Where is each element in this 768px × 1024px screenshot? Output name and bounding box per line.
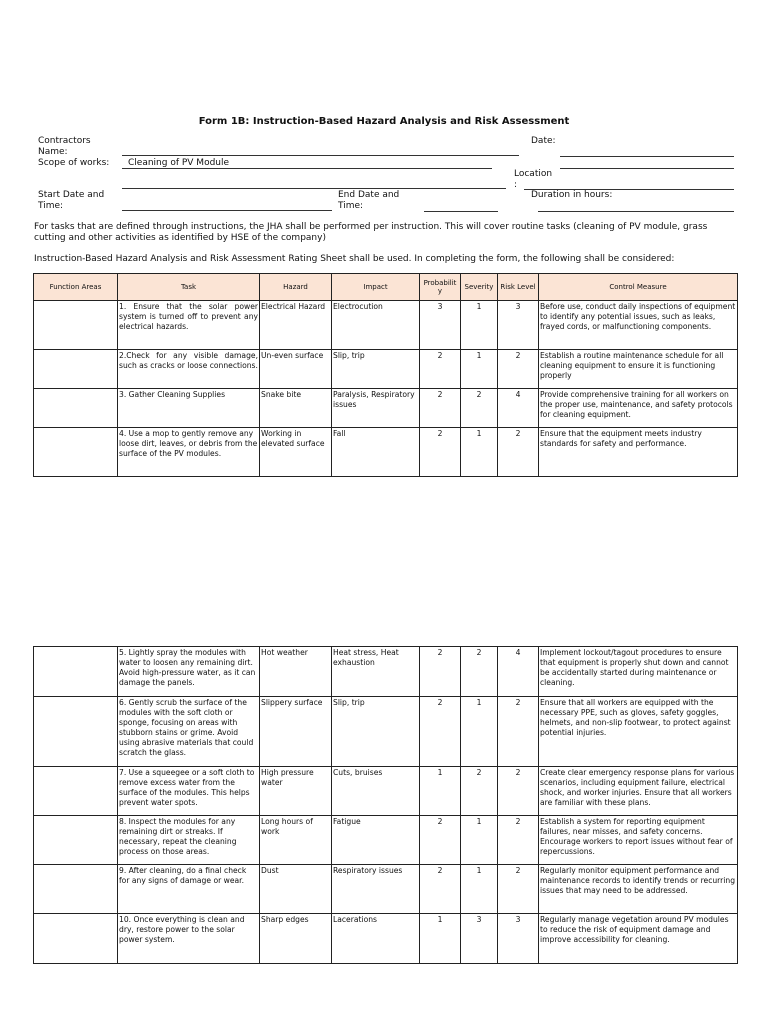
location-field[interactable] <box>560 168 734 169</box>
table-row <box>34 865 738 914</box>
probability-cell: 2 <box>420 647 461 697</box>
hazard-cell: Hot weather <box>260 647 332 697</box>
hazard-cell: Electrical Hazard <box>260 301 332 350</box>
header-function-areas: Function Areas <box>34 274 118 301</box>
impact-cell: Slip, trip <box>332 350 420 389</box>
severity-cell: 1 <box>461 816 498 865</box>
severity-cell: 1 <box>461 697 498 767</box>
form-title: Form 1B: Instruction-Based Hazard Analysis and Risk Assessment <box>198 116 570 127</box>
risk-table-part-2 <box>33 646 738 964</box>
control-measure-cell: Ensure that the equipment meets industry standards for safety and performance. <box>539 428 738 477</box>
table-row <box>34 389 738 428</box>
severity-cell: 1 <box>461 865 498 914</box>
risk-level-cell: 3 <box>498 301 539 350</box>
impact-cell: Heat stress, Heat exhaustion <box>332 647 420 697</box>
hazard-cell: Dust <box>260 865 332 914</box>
table-row <box>34 647 738 697</box>
control-measure-cell: Create clear emergency response plans for various scenarios, including equipment failure, electrical shock, and worker injuries. Ensure that all workers are familiar with these plans. <box>539 767 738 816</box>
task-cell: 8. Inspect the modules for any remaining dirt or streaks. If necessary, repeat the cleaning process on those areas. <box>118 816 260 865</box>
probability-cell: 3 <box>420 301 461 350</box>
function-area-cell <box>34 301 118 350</box>
rating-sheet-paragraph: Instruction-Based Hazard Analysis and Risk Assessment Rating Sheet shall be used. In completing the form, the following shall be considered: <box>34 254 675 264</box>
severity-cell: 2 <box>461 767 498 816</box>
severity-cell: 2 <box>461 389 498 428</box>
impact-cell: Electrocution <box>332 301 420 350</box>
risk-level-cell: 4 <box>498 389 539 428</box>
control-measure-cell: Ensure that all workers are equipped with the necessary PPE, such as gloves, safety goggles, helmets, and non-slip footwear, to protect against potential injuries. <box>539 697 738 767</box>
hazard-cell: Working in elevated surface <box>260 428 332 477</box>
function-area-cell <box>34 697 118 767</box>
probability-cell: 2 <box>420 816 461 865</box>
risk-level-cell: 2 <box>498 350 539 389</box>
task-cell: 2.Check for any visible damage, such as cracks or loose connections. <box>118 350 260 389</box>
probability-cell: 2 <box>420 428 461 477</box>
header-impact: Impact <box>332 274 420 301</box>
control-measure-cell: Before use, conduct daily inspections of equipment to identify any potential issues, such as leaks, frayed cords, or malfunctioning components. <box>539 301 738 350</box>
header-hazard: Hazard <box>260 274 332 301</box>
contractors-name-label: Contractors Name: <box>38 136 91 157</box>
hazard-cell: Un-even surface <box>260 350 332 389</box>
task-cell: 6. Gently scrub the surface of the modules with the soft cloth or sponge, focusing on areas with stubborn stains or grime. Avoid using abrasive materials that could scratch the glass. <box>118 697 260 767</box>
header-severity: Severity <box>461 274 498 301</box>
impact-cell: Slip, trip <box>332 697 420 767</box>
severity-cell: 1 <box>461 428 498 477</box>
severity-cell: 2 <box>461 647 498 697</box>
risk-level-cell: 4 <box>498 647 539 697</box>
function-area-cell <box>34 865 118 914</box>
risk-table-part-1 <box>33 273 738 477</box>
function-area-cell <box>34 816 118 865</box>
probability-cell: 2 <box>420 697 461 767</box>
hazard-cell: Sharp edges <box>260 914 332 964</box>
header-control-measure: Control Measure <box>539 274 738 301</box>
scope-field-line-2 <box>122 188 506 189</box>
impact-cell: Cuts, bruises <box>332 767 420 816</box>
severity-cell: 1 <box>461 350 498 389</box>
start-date-field[interactable] <box>122 210 332 211</box>
end-date-field[interactable] <box>424 211 498 212</box>
risk-level-cell: 3 <box>498 914 539 964</box>
function-area-cell <box>34 350 118 389</box>
probability-cell: 2 <box>420 865 461 914</box>
impact-cell: Lacerations <box>332 914 420 964</box>
end-date-label: End Date and Time: <box>338 190 400 211</box>
control-measure-cell: Implement lockout/tagout procedures to ensure that equipment is properly shut down and cannot be accidentally started during maintenance or cleaning. <box>539 647 738 697</box>
scope-label: Scope of works: <box>38 158 110 168</box>
probability-cell: 2 <box>420 350 461 389</box>
header-probability: Probabilit y <box>420 274 461 301</box>
function-area-cell <box>34 647 118 697</box>
hazard-cell: High pressure water <box>260 767 332 816</box>
table-row <box>34 914 738 964</box>
scope-value[interactable]: Cleaning of PV Module <box>128 158 230 168</box>
probability-cell: 1 <box>420 914 461 964</box>
probability-cell: 1 <box>420 767 461 816</box>
task-cell: 5. Lightly spray the modules with water to loosen any remaining dirt. Avoid high-pressure water, as it can damage the panels. <box>118 647 260 697</box>
table-row <box>34 350 738 389</box>
impact-cell: Fall <box>332 428 420 477</box>
control-measure-cell: Regularly monitor equipment performance and maintenance records to identify trends or recurring issues that may need to be addressed. <box>539 865 738 914</box>
control-measure-cell: Establish a system for reporting equipment failures, near misses, and safety concerns. Encourage workers to report issues without fear of repercussions. <box>539 816 738 865</box>
table-header-row <box>34 274 738 301</box>
location-label: Location : <box>514 169 553 190</box>
start-date-label: Start Date and Time: <box>38 190 105 211</box>
impact-cell: Paralysis, Respiratory issues <box>332 389 420 428</box>
contractors-name-field[interactable] <box>122 155 519 156</box>
table-row <box>34 428 738 477</box>
table-row <box>34 816 738 865</box>
probability-cell: 2 <box>420 389 461 428</box>
date-label: Date: <box>531 136 556 146</box>
control-measure-cell: Provide comprehensive training for all workers on the proper use, maintenance, and safety protocols for cleaning equipment. <box>539 389 738 428</box>
task-cell: 7. Use a squeegee or a soft cloth to remove excess water from the surface of the modules. This helps prevent water spots. <box>118 767 260 816</box>
risk-level-cell: 2 <box>498 865 539 914</box>
risk-level-cell: 2 <box>498 816 539 865</box>
function-area-cell <box>34 767 118 816</box>
impact-cell: Respiratory issues <box>332 865 420 914</box>
impact-cell: Fatigue <box>332 816 420 865</box>
function-area-cell <box>34 428 118 477</box>
duration-field[interactable] <box>538 211 734 212</box>
risk-level-cell: 2 <box>498 767 539 816</box>
hazard-cell: Snake bite <box>260 389 332 428</box>
task-cell: 1. Ensure that the solar power system is turned off to prevent any electrical hazards. <box>118 301 260 350</box>
task-cell: 10. Once everything is clean and dry, restore power to the solar power system. <box>118 914 260 964</box>
function-area-cell <box>34 914 118 964</box>
severity-cell: 1 <box>461 301 498 350</box>
table-row <box>34 767 738 816</box>
header-task: Task <box>118 274 260 301</box>
control-measure-cell: Establish a routine maintenance schedule for all cleaning equipment to ensure it is functioning properly <box>539 350 738 389</box>
instruction-paragraph: For tasks that are defined through instructions, the JHA shall be performed per instruction. This will cover routine tasks (cleaning of PV module, grass cutting and other activities as identified by HSE of the company) <box>34 222 708 243</box>
severity-cell: 3 <box>461 914 498 964</box>
task-cell: 4. Use a mop to gently remove any loose dirt, leaves, or debris from the surface of the PV modules. <box>118 428 260 477</box>
duration-label: Duration in hours: <box>531 190 613 200</box>
task-cell: 9. After cleaning, do a final check for any signs of damage or wear. <box>118 865 260 914</box>
hazard-cell: Long hours of work <box>260 816 332 865</box>
date-field[interactable] <box>560 156 734 157</box>
task-cell: 3. Gather Cleaning Supplies <box>118 389 260 428</box>
control-measure-cell: Regularly manage vegetation around PV modules to reduce the risk of equipment damage and improve accessibility for cleaning. <box>539 914 738 964</box>
function-area-cell <box>34 389 118 428</box>
hazard-cell: Slippery surface <box>260 697 332 767</box>
table-row <box>34 301 738 350</box>
table-row <box>34 697 738 767</box>
header-risk-level: Risk Level <box>498 274 539 301</box>
risk-level-cell: 2 <box>498 697 539 767</box>
risk-level-cell: 2 <box>498 428 539 477</box>
scope-field-line <box>122 168 492 169</box>
